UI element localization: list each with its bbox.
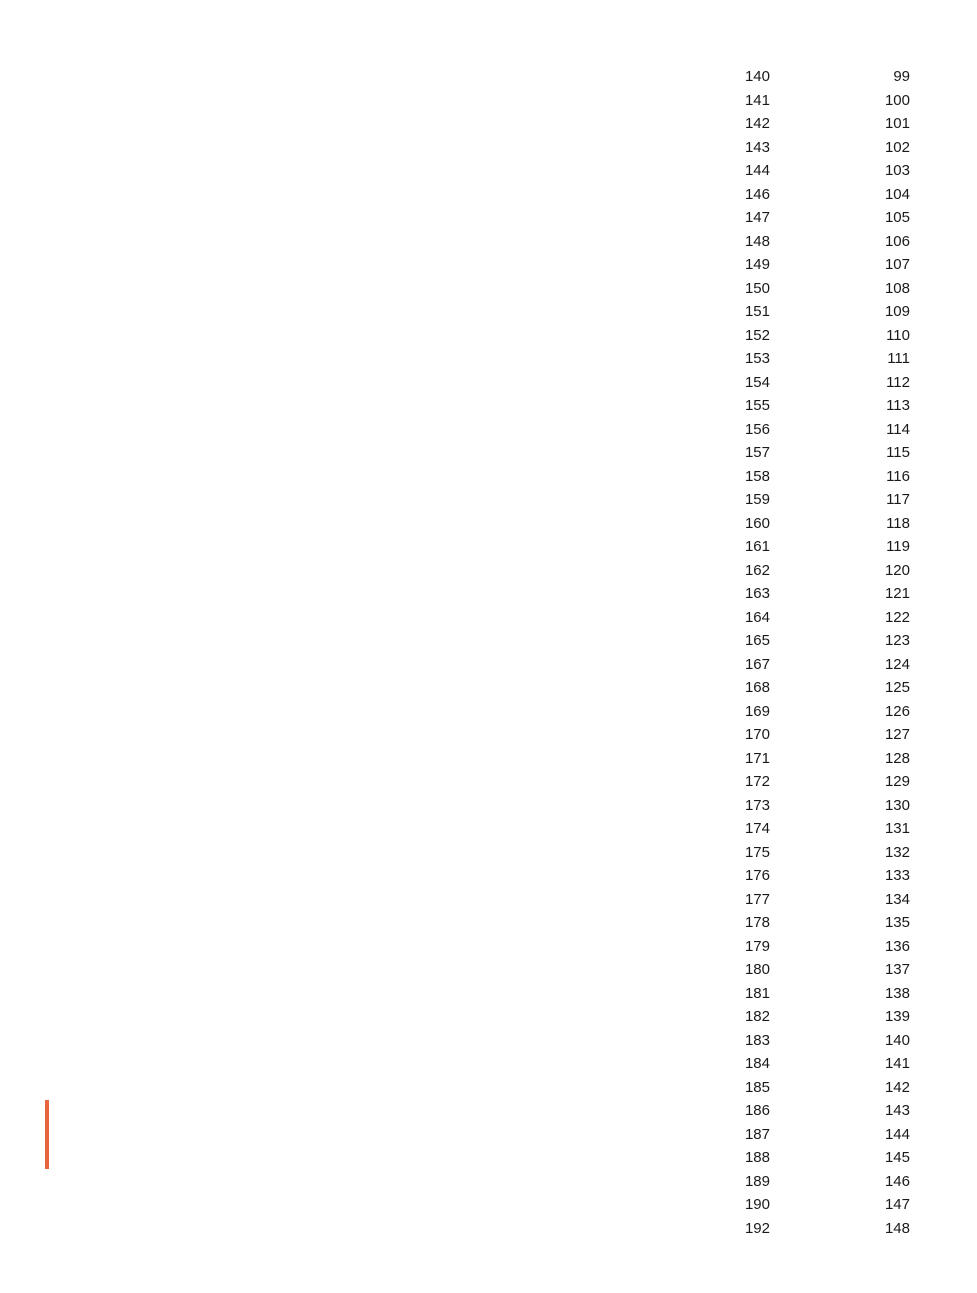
row-number-right: 147: [884, 1196, 910, 1213]
row-number-left: 182: [744, 1008, 770, 1025]
row-number-right: 139: [884, 1008, 910, 1025]
row-number-right: 146: [884, 1172, 910, 1190]
row-number-right: 106: [884, 232, 910, 250]
row-number-left: 140: [744, 68, 770, 85]
row-number-left: 172: [744, 773, 770, 790]
row-number-right: 140: [884, 1031, 910, 1049]
row-number-right: 135: [884, 914, 910, 931]
row-number-left: 183: [744, 1031, 770, 1049]
row-number-left: 175: [744, 843, 770, 861]
row-number-right: 145: [884, 1149, 910, 1166]
table-row: [720, 183, 910, 207]
table-row: [720, 1052, 910, 1076]
row-number-right: 108: [884, 279, 910, 297]
row-number-left: 141: [744, 91, 770, 109]
row-number-right: 118: [886, 514, 910, 532]
table-row: [720, 1099, 910, 1123]
table-row: [720, 676, 910, 700]
row-number-right: 117: [886, 491, 910, 508]
row-number-right: 137: [884, 961, 910, 978]
row-number-left: 169: [744, 702, 770, 720]
row-number-right: 141: [884, 1055, 910, 1072]
row-number-right: 103: [884, 162, 910, 179]
row-number-right: 122: [884, 608, 910, 626]
row-number-left: 167: [744, 655, 770, 673]
row-number-right: 104: [884, 185, 910, 203]
row-number-left: 151: [744, 303, 770, 320]
row-number-right: 109: [884, 303, 910, 320]
table-row: [720, 394, 910, 418]
row-number-left: 150: [744, 279, 770, 297]
row-number-left: 160: [744, 514, 770, 532]
row-number-right: 110: [886, 326, 910, 344]
row-number-left: 156: [744, 420, 770, 438]
table-row: [720, 559, 910, 583]
row-number-right: 133: [884, 867, 910, 884]
row-number-right: 115: [886, 444, 910, 461]
table-row: [720, 65, 910, 89]
row-number-right: 119: [886, 538, 910, 555]
row-number-right: 113: [886, 397, 910, 414]
table-row: [720, 253, 910, 277]
row-number-right: 105: [884, 209, 910, 226]
row-number-left: 189: [744, 1172, 770, 1190]
row-number-left: 168: [744, 679, 770, 696]
row-number-left: 148: [744, 232, 770, 250]
table-row: [720, 911, 910, 935]
row-number-left: 154: [744, 373, 770, 391]
row-number-left: 174: [744, 820, 770, 837]
table-row: [720, 653, 910, 677]
row-number-left: 142: [744, 115, 770, 132]
row-number-left: 179: [744, 937, 770, 955]
row-number-right: 134: [884, 890, 910, 908]
row-number-right: 125: [884, 679, 910, 696]
row-number-left: 180: [744, 961, 770, 978]
table-row: [720, 488, 910, 512]
table-row: [720, 582, 910, 606]
row-number-right: 114: [886, 420, 910, 438]
row-number-right: 124: [884, 655, 910, 673]
row-number-left: 178: [744, 914, 770, 931]
table-row: [720, 935, 910, 959]
table-row: [720, 1217, 910, 1241]
row-number-right: 130: [884, 796, 910, 814]
table-row: [720, 347, 910, 371]
row-number-right: 148: [884, 1219, 910, 1237]
row-number-left: 155: [744, 397, 770, 414]
row-number-right: 127: [884, 726, 910, 743]
table-row: [720, 888, 910, 912]
table-row: [720, 864, 910, 888]
row-number-left: 146: [744, 185, 770, 203]
row-number-right: 111: [887, 350, 910, 367]
row-number-left: 185: [744, 1078, 770, 1096]
row-number-left: 184: [744, 1055, 770, 1072]
table-row: [720, 136, 910, 160]
table-row: [720, 1005, 910, 1029]
row-number-right: 136: [884, 937, 910, 955]
row-number-right: 101: [884, 115, 910, 132]
row-number-left: 186: [744, 1102, 770, 1119]
table-row: [720, 89, 910, 113]
accent-bar: [45, 1100, 49, 1169]
table-row: [720, 700, 910, 724]
row-number-right: 99: [893, 68, 910, 85]
table-row: [720, 1076, 910, 1100]
row-number-right: 100: [884, 91, 910, 109]
row-number-left: 157: [744, 444, 770, 461]
table-row: [720, 1123, 910, 1147]
table-row: [720, 512, 910, 536]
row-number-left: 171: [744, 749, 770, 767]
number-table: [720, 65, 910, 1240]
row-number-right: 131: [884, 820, 910, 837]
table-row: [720, 324, 910, 348]
row-number-left: 190: [744, 1196, 770, 1213]
row-number-right: 144: [884, 1125, 910, 1143]
row-number-left: 159: [744, 491, 770, 508]
row-number-right: 102: [884, 138, 910, 156]
table-row: [720, 794, 910, 818]
table-row: [720, 112, 910, 136]
table-row: [720, 982, 910, 1006]
row-number-left: 176: [744, 867, 770, 884]
row-number-left: 181: [744, 984, 770, 1002]
table-row: [720, 1146, 910, 1170]
row-number-left: 173: [744, 796, 770, 814]
table-row: [720, 1193, 910, 1217]
table-row: [720, 535, 910, 559]
row-number-left: 192: [744, 1219, 770, 1237]
row-number-right: 123: [884, 632, 910, 649]
table-row: [720, 723, 910, 747]
row-number-left: 149: [744, 256, 770, 273]
table-row: [720, 1029, 910, 1053]
row-number-left: 147: [744, 209, 770, 226]
row-number-left: 152: [744, 326, 770, 344]
row-number-left: 153: [744, 350, 770, 367]
row-number-left: 170: [744, 726, 770, 743]
row-number-left: 158: [744, 467, 770, 485]
table-row: [720, 817, 910, 841]
table-row: [720, 1170, 910, 1194]
row-number-left: 162: [744, 561, 770, 579]
row-number-right: 138: [884, 984, 910, 1002]
table-row: [720, 441, 910, 465]
table-row: [720, 159, 910, 183]
row-number-right: 120: [884, 561, 910, 579]
table-row: [720, 277, 910, 301]
row-number-right: 112: [886, 373, 910, 391]
table-row: [720, 606, 910, 630]
row-number-left: 143: [744, 138, 770, 156]
row-number-left: 161: [744, 538, 770, 555]
table-row: [720, 300, 910, 324]
row-number-left: 188: [744, 1149, 770, 1166]
row-number-right: 107: [884, 256, 910, 273]
table-row: [720, 770, 910, 794]
row-number-right: 142: [884, 1078, 910, 1096]
row-number-right: 129: [884, 773, 910, 790]
row-number-left: 163: [744, 585, 770, 602]
row-number-left: 165: [744, 632, 770, 649]
table-row: [720, 465, 910, 489]
row-number-right: 116: [886, 467, 910, 485]
row-number-left: 164: [744, 608, 770, 626]
row-number-right: 132: [884, 843, 910, 861]
table-row: [720, 958, 910, 982]
table-row: [720, 841, 910, 865]
row-number-right: 128: [884, 749, 910, 767]
table-row: [720, 629, 910, 653]
row-number-right: 143: [884, 1102, 910, 1119]
row-number-right: 126: [884, 702, 910, 720]
row-number-right: 121: [884, 585, 910, 602]
table-row: [720, 418, 910, 442]
table-row: [720, 230, 910, 254]
row-number-left: 177: [744, 890, 770, 908]
table-row: [720, 206, 910, 230]
table-row: [720, 371, 910, 395]
table-row: [720, 747, 910, 771]
row-number-left: 144: [744, 162, 770, 179]
row-number-left: 187: [744, 1125, 770, 1143]
